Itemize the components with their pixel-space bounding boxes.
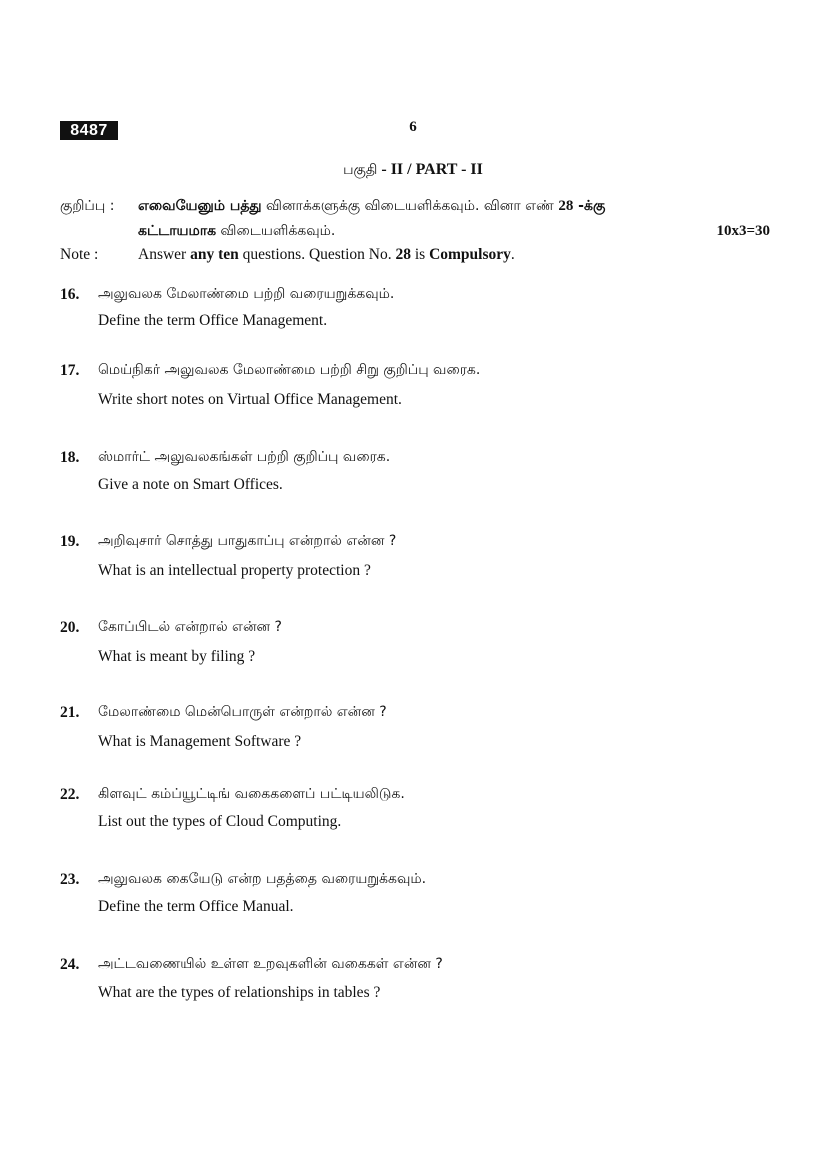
question-tamil: அலுவலக மேலாண்மை பற்றி வரையறுக்கவும். (98, 286, 395, 302)
question-number: 20. (60, 619, 80, 636)
note-en-part: . (510, 246, 515, 263)
part-title-tamil: பகுதி (343, 162, 378, 178)
note-en-part: is (410, 246, 430, 263)
note-tamil-line2-text: விடையளிக்கவும். (216, 223, 336, 239)
note-tamil-question-number: 28 (558, 198, 574, 214)
question-number: 16. (60, 286, 80, 303)
question-tamil: அட்டவணையில் உள்ள உறவுகளின் வகைகள் என்ன ? (98, 956, 443, 972)
note-tamil-suffix: -க்கு (573, 198, 606, 214)
part-title (0, 161, 826, 180)
question-english: Define the term Office Management. (98, 312, 328, 329)
question-english: What is meant by filing ? (98, 648, 256, 665)
question-tamil: ஸ்மார்ட் அலுவலகங்கள் பற்றி குறிப்பு வரைக. (98, 449, 391, 465)
question-tamil: கோப்பிடல் என்றால் என்ன ? (98, 619, 282, 635)
note-en-part: Answer (138, 246, 191, 263)
note-tamil-label: குறிப்பு : (60, 198, 115, 214)
question-english: Write short notes on Virtual Office Management. (98, 391, 402, 408)
question-tamil: மேலாண்மை மென்பொருள் என்றால் என்ன ? (98, 704, 387, 720)
question-number: 17. (60, 362, 80, 379)
question-english: What are the types of relationships in tables ? (98, 984, 381, 1001)
marks-allocation: 10x3=30 (716, 223, 770, 239)
note-tamil-text: வினாக்களுக்கு விடையளிக்கவும். வினா எண் (261, 198, 559, 214)
note-tamil-bold-any-ten: எவையேனும் பத்து (138, 198, 262, 214)
question-english: Define the term Office Manual. (98, 898, 294, 915)
page-number: 6 (409, 119, 417, 135)
question-english: List out the types of Cloud Computing. (98, 813, 342, 830)
question-tamil: மெய்நிகர் அலுவலக மேலாண்மை பற்றி சிறு குறிப்பு வரைக. (98, 362, 481, 378)
note-en-bold: Compulsory (429, 246, 511, 263)
question-number: 24. (60, 956, 80, 973)
question-number: 22. (60, 786, 80, 803)
question-tamil: கிளவுட் கம்ப்யூட்டிங் வகைகளைப் பட்டியலிடுக. (98, 786, 405, 802)
note-en-bold: 28 (395, 246, 411, 263)
question-tamil: அலுவலக கையேடு என்ற பதத்தை வரையறுக்கவும். (98, 871, 427, 887)
note-english-text (138, 246, 515, 264)
question-number: 18. (60, 449, 80, 466)
note-tamil-bold-compulsory: கட்டாயமாக (138, 223, 217, 239)
note-english-label: Note : (60, 246, 99, 263)
question-english: What is an intellectual property protection ? (98, 562, 371, 579)
note-tamil-line1 (138, 194, 605, 219)
question-english: What is Management Software ? (98, 733, 302, 750)
part-title-english: - II / PART - II (377, 161, 483, 178)
question-english: Give a note on Smart Offices. (98, 476, 283, 493)
note-en-part: questions. Question No. (238, 246, 396, 263)
note-en-bold: any ten (190, 246, 239, 263)
question-tamil: அறிவுசார் சொத்து பாதுகாப்பு என்றால் என்ன ? (98, 533, 397, 549)
question-number: 19. (60, 533, 80, 550)
question-number: 23. (60, 871, 80, 888)
question-number: 21. (60, 704, 80, 721)
paper-code-badge: 8487 (60, 121, 118, 140)
note-tamil-line2 (138, 219, 335, 244)
